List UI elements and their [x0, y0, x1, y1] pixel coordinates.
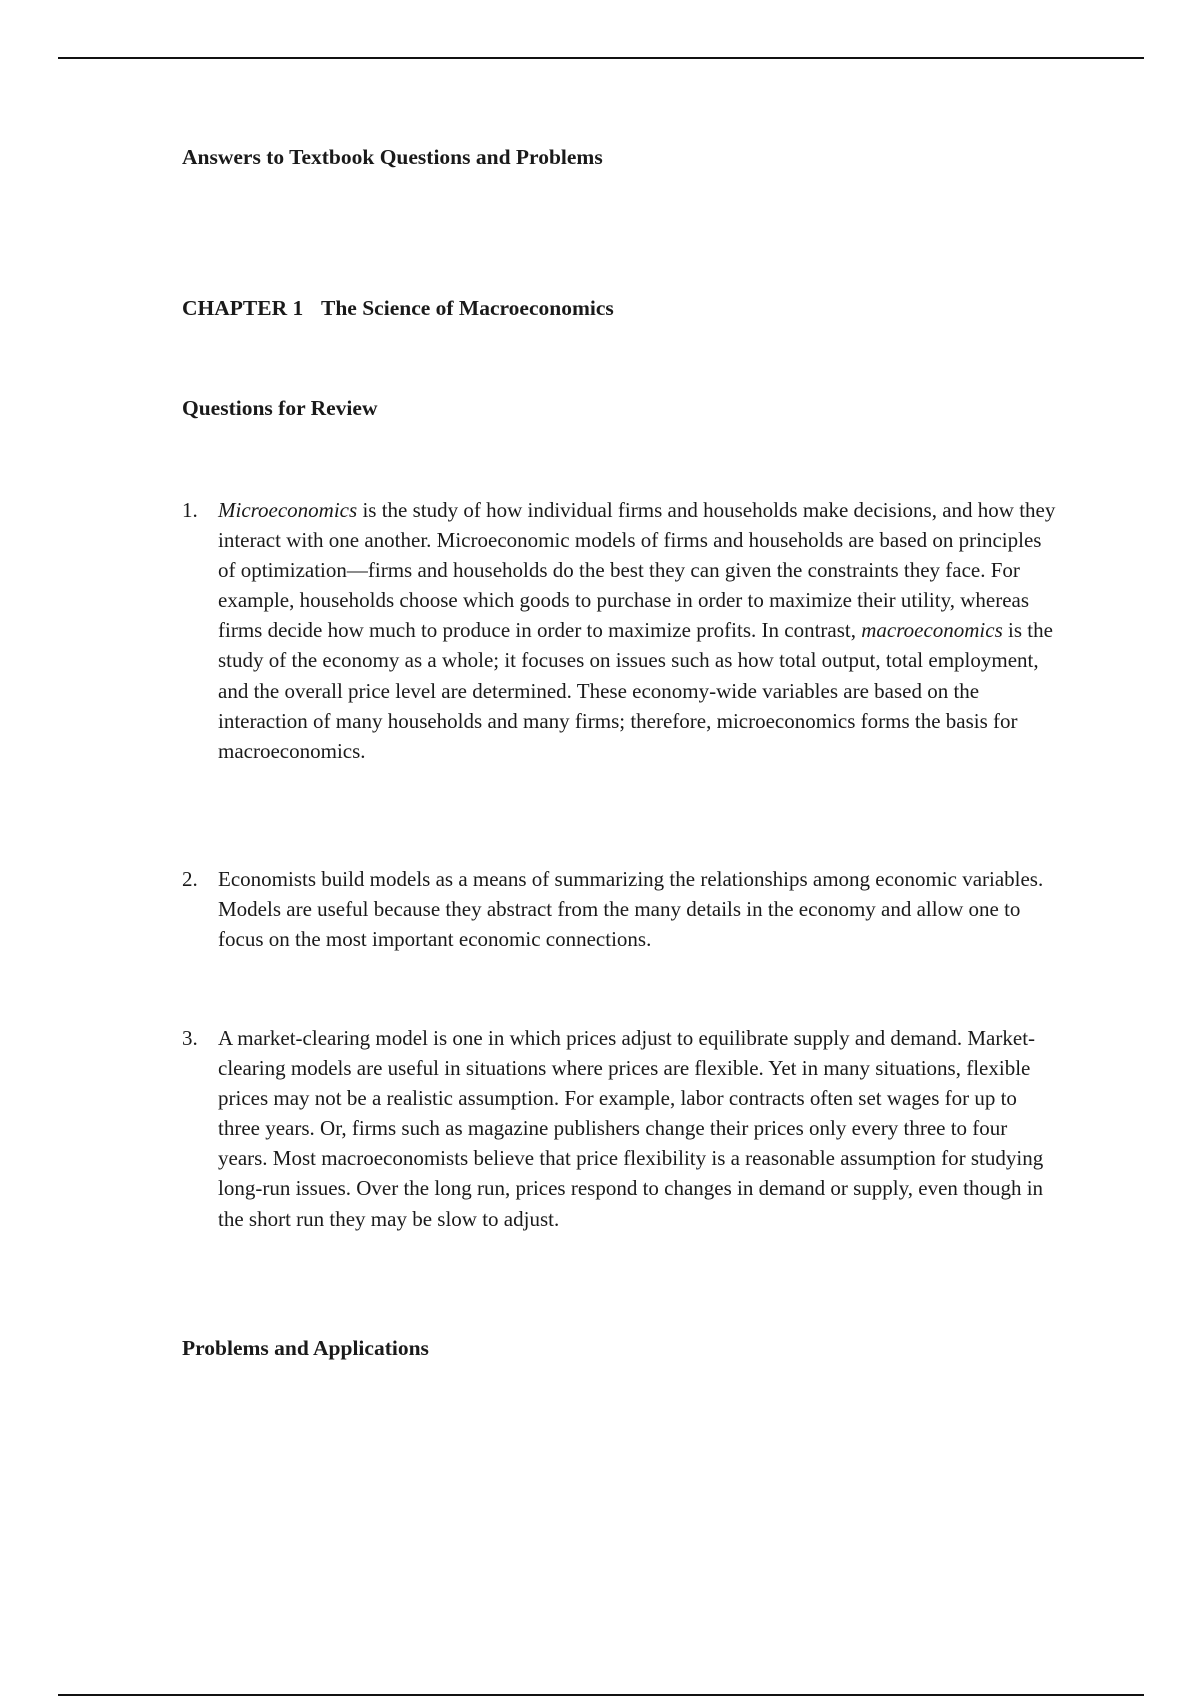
answer-text: [218, 495, 1062, 766]
answer-number: 3.: [182, 1026, 198, 1050]
chapter-name: The Science of Macroeconomics: [321, 296, 614, 320]
term-microeconomics: Microeconomics: [218, 498, 358, 522]
problems-and-applications-heading: Problems and Applications: [182, 1336, 429, 1360]
questions-for-review-heading: Questions for Review: [182, 396, 378, 420]
answer-text-part: is the study of the economy as a whole; it focuses on issues such as how total output, total employment, and the overall price level are determined. These economy-wide variables are based on the interaction of many households and many firms; therefore, microeconomics forms the basis for macroeconomics.: [218, 618, 1053, 763]
chapter-number: CHAPTER 1: [182, 296, 304, 320]
page-top-rule: [58, 57, 1144, 59]
answer-number: 1.: [182, 498, 198, 522]
chapter-heading: [182, 296, 614, 322]
answer-text-part: is the study of how individual firms and households make decisions, and how they interact with one another. Microeconomic models of firms and households are based on principles of optimization—firms and households do the best they can given the constraints they face. For example, households choose which goods to purchase in order to maximize their utility, whereas firms decide how much to produce in order to maximize profits. In contrast,: [218, 498, 1056, 643]
document-title: Answers to Textbook Questions and Problems: [182, 145, 603, 169]
review-answer-1: [182, 495, 1062, 766]
answer-text: Economists build models as a means of summarizing the relationships among economic variables. Models are useful because they abstract from the many details in the economy and allow one to focus on the most important economic connections.: [218, 867, 1044, 952]
answer-text: A market-clearing model is one in which prices adjust to equilibrate supply and demand. Market-clearing models are useful in situations where prices are flexible. Yet in many situations, flexible prices may not be a realistic assumption. For example, labor contracts often set wages for up to three years. Or, firms such as magazine publishers change their prices only every three to four years. Most macroeconomists believe that price flexibility is a reasonable assumption for studying long-run issues. Over the long run, prices respond to changes in demand or supply, even though in the short run they may be slow to adjust.: [218, 1026, 1044, 1231]
review-answer-3: [182, 1023, 1062, 1234]
review-answer-2: [182, 864, 1062, 954]
term-macroeconomics: macroeconomics: [861, 618, 1003, 643]
page-bottom-rule: [58, 1694, 1144, 1696]
answer-number: 2.: [182, 867, 198, 891]
